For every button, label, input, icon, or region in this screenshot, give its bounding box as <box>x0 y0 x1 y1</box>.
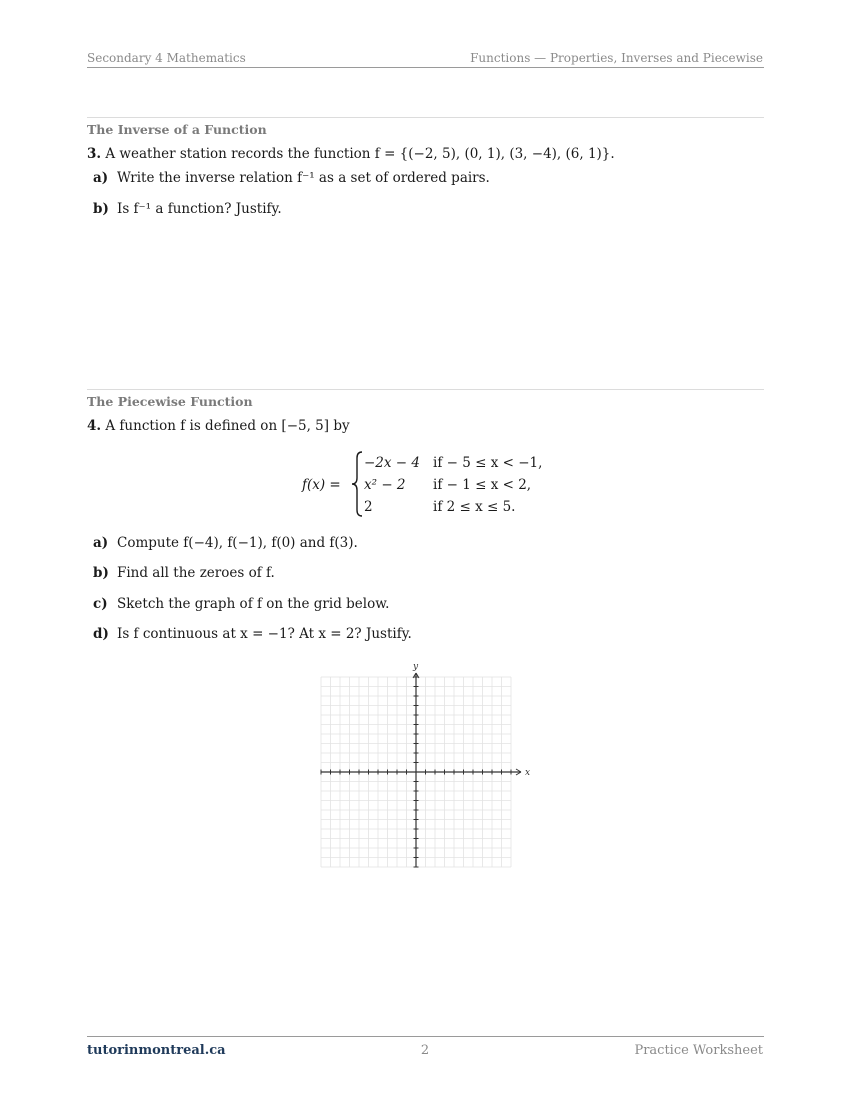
footer-right: Practice Worksheet <box>634 1043 763 1058</box>
section-title-inverse: The Inverse of a Function <box>87 122 267 137</box>
section-title-piecewise: The Piecewise Function <box>87 394 253 409</box>
part-text: Compute f(−4), f(−1), f(0) and f(3). <box>117 535 358 551</box>
case-1-cond: if − 5 ≤ x < −1, <box>433 455 543 471</box>
header-right: Functions — Properties, Inverses and Piecewise <box>470 51 763 65</box>
part-text: Write the inverse relation f⁻¹ as a set of ordered pairs. <box>117 170 490 186</box>
question-3 <box>87 146 615 162</box>
part-label: b) <box>93 201 109 217</box>
section-divider <box>87 389 764 390</box>
question-text: A function f is defined on [−5, 5] by <box>105 418 350 434</box>
y-axis-label: y <box>413 662 419 672</box>
section-divider <box>87 117 764 118</box>
part-text: Is f continuous at x = −1? At x = 2? Justify. <box>117 626 412 642</box>
part-4b <box>93 565 275 581</box>
header-left: Secondary 4 Mathematics <box>87 51 246 65</box>
part-label: b) <box>93 565 109 581</box>
header-rule <box>87 67 764 68</box>
case-2-expr: x² − 2 <box>364 477 406 493</box>
part-4c <box>93 596 389 612</box>
case-3-expr: 2 <box>364 499 373 515</box>
case-2-cond: if − 1 ≤ x < 2, <box>433 477 532 493</box>
part-label: a) <box>93 535 109 551</box>
x-axis-label: x <box>525 768 531 778</box>
part-4d <box>93 626 412 642</box>
graph-grid <box>310 658 540 873</box>
piecewise-lhs: f(x) = <box>302 477 341 493</box>
question-number: 4. <box>87 418 102 434</box>
part-text: Is f⁻¹ a function? Justify. <box>117 201 282 217</box>
axes <box>321 673 521 867</box>
part-text: Sketch the graph of f on the grid below. <box>117 596 390 612</box>
question-text: A weather station records the function f = {(−2, 5), (0, 1), (3, −4), (6, 1)}. <box>105 146 615 162</box>
footer-rule <box>87 1036 764 1037</box>
case-3-cond: if 2 ≤ x ≤ 5. <box>433 499 516 515</box>
part-text: Find all the zeroes of f. <box>117 565 275 581</box>
piecewise-brace <box>350 450 364 518</box>
part-label: a) <box>93 170 109 186</box>
part-3b <box>93 201 282 217</box>
question-number: 3. <box>87 146 102 162</box>
part-4a <box>93 535 358 551</box>
part-label: c) <box>93 596 108 612</box>
page-number: 2 <box>420 1043 430 1058</box>
axis-arrowheads <box>413 673 521 775</box>
footer-site-link[interactable]: tutorinmontreal.ca <box>87 1043 226 1058</box>
case-1-expr: −2x − 4 <box>364 455 420 471</box>
part-3a <box>93 170 490 186</box>
part-label: d) <box>93 626 109 642</box>
question-4 <box>87 418 350 434</box>
